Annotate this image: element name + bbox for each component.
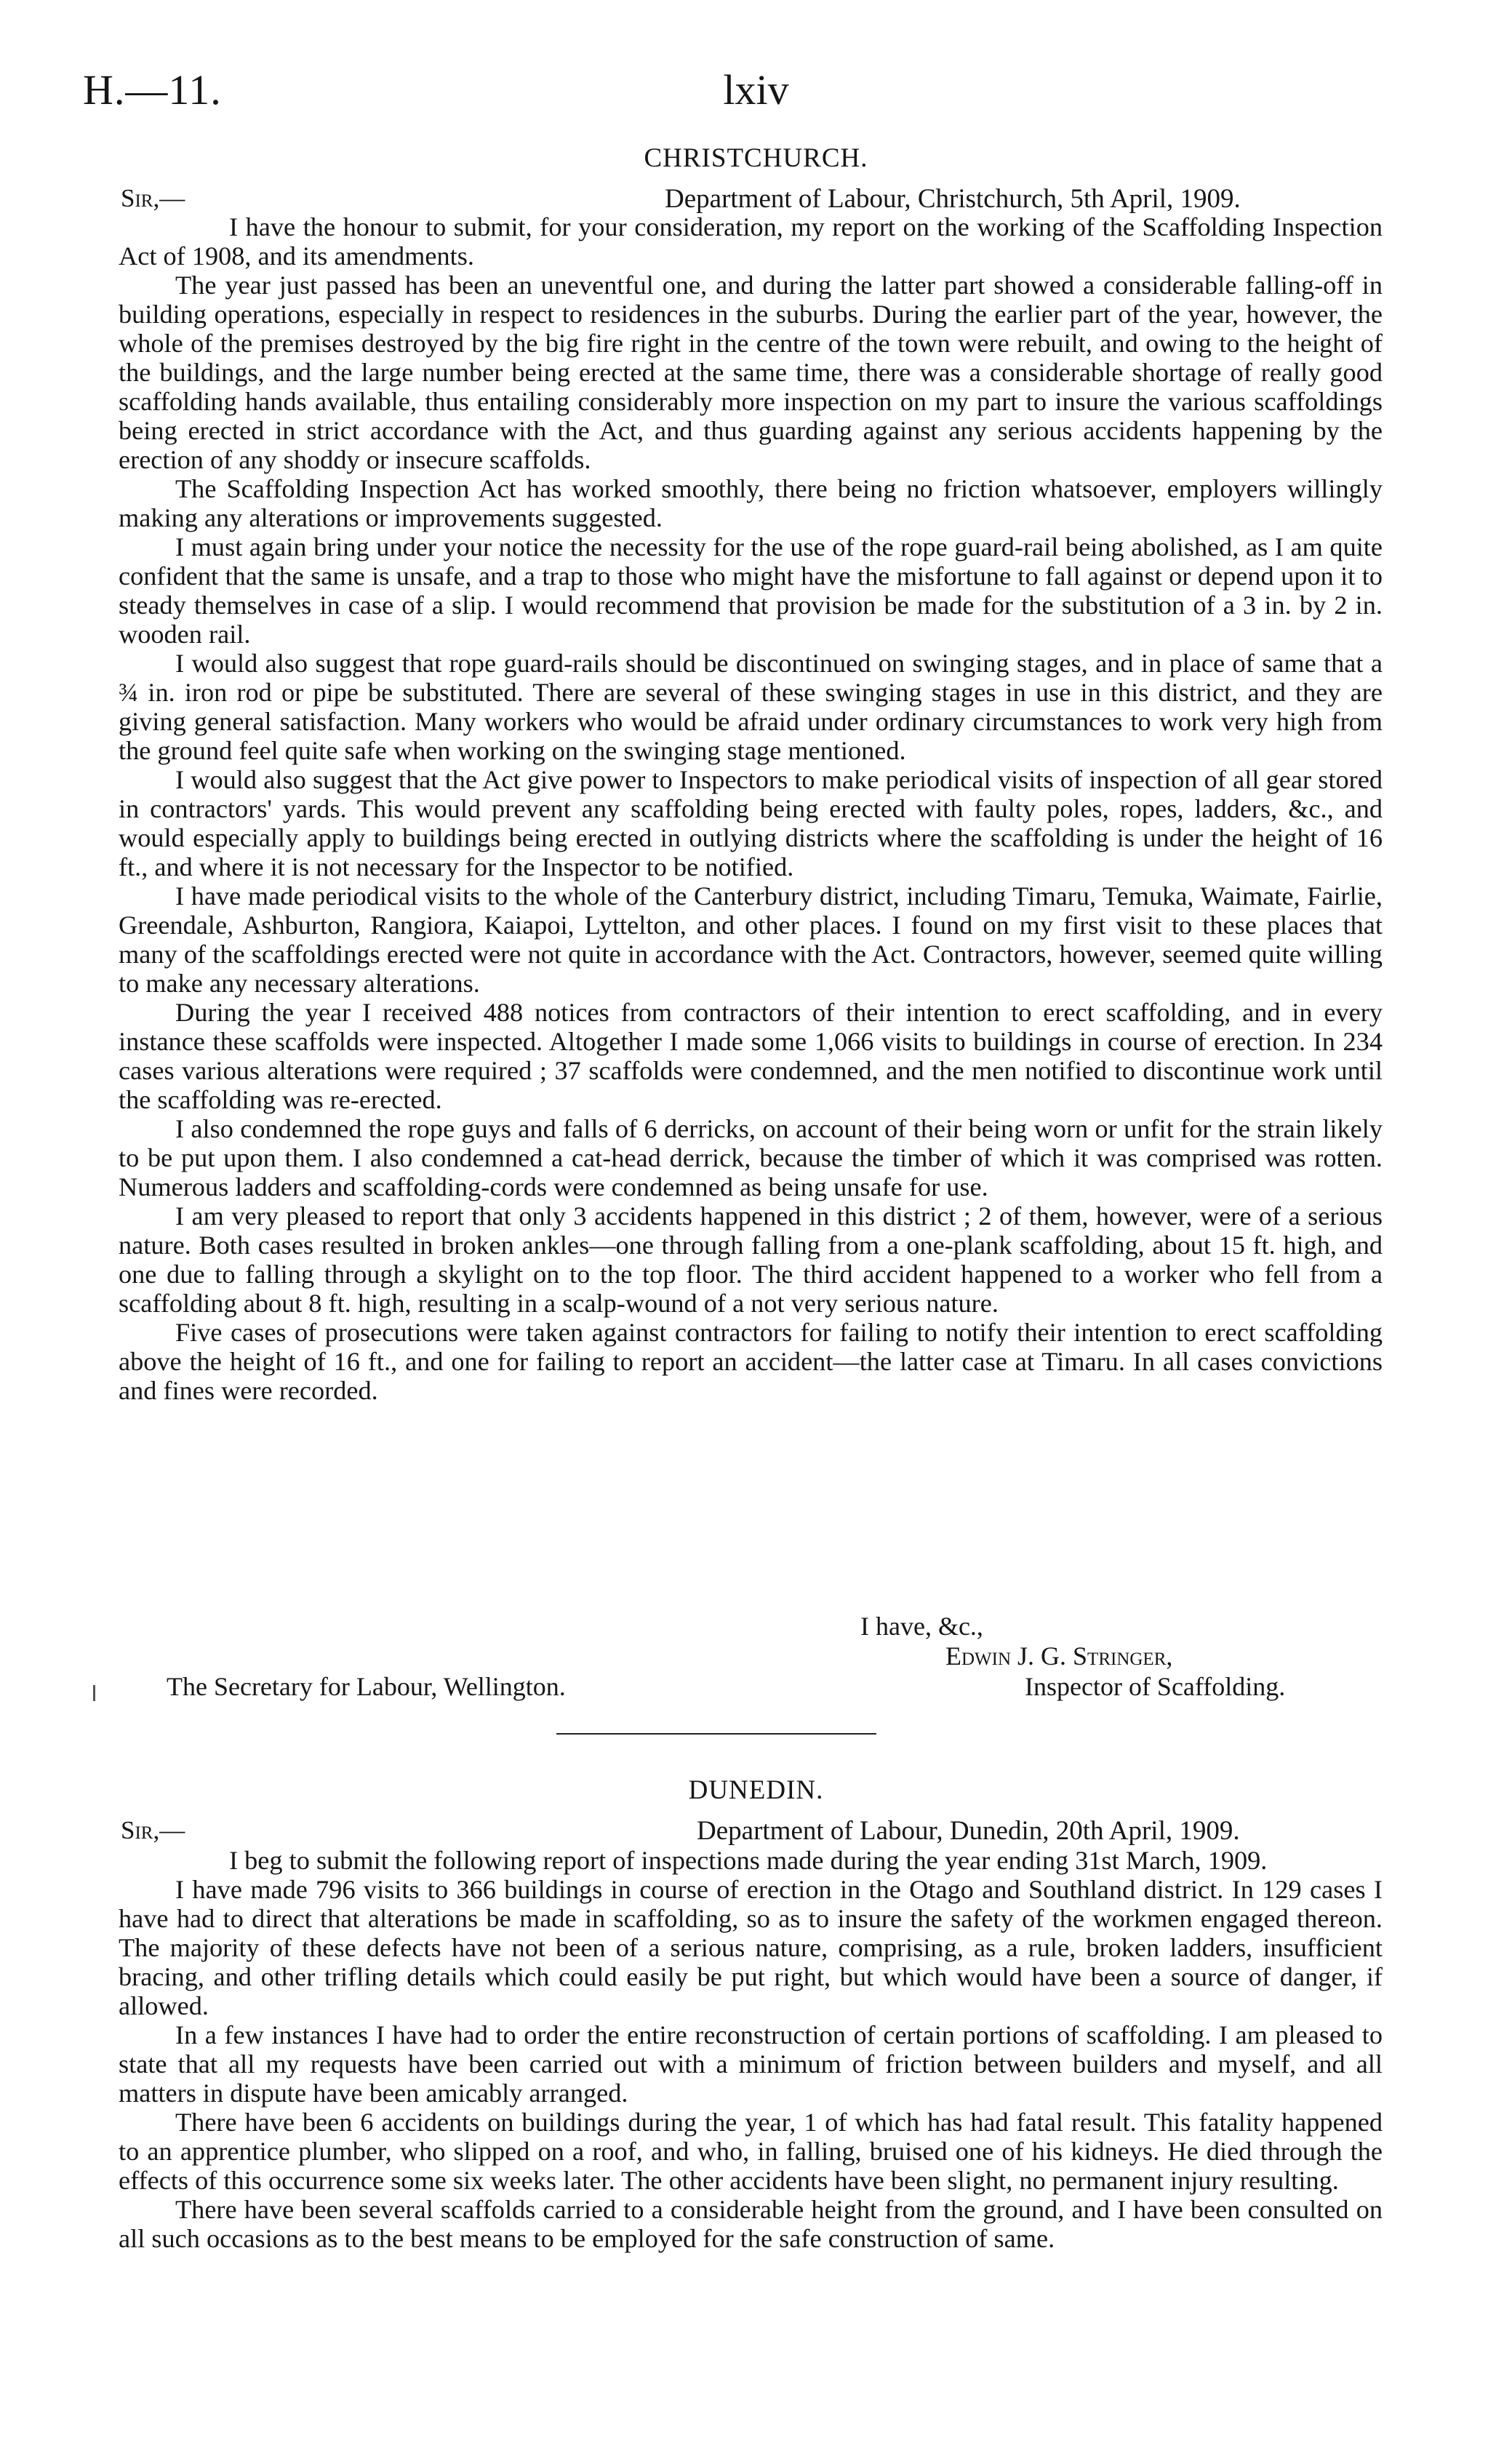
addressee: The Secretary for Labour, Wellington.	[167, 1672, 566, 1701]
paragraph: I must again bring under your notice the necessity for the use of the rope guard-rail being abolished, as I am quite confident that the same is unsafe, and a trap to those who might have the misfortune to fall against or depend upon it to steady themselves in case of a slip. I would recommend that provision be made for the substitution of a 3 in. by 2 in. wooden rail.	[119, 532, 1383, 649]
paragraph: I beg to submit the following report of inspections made during the year ending 31st March, 1909.	[229, 1846, 1268, 1875]
signature-name: Edwin J. G. Stringer,	[945, 1641, 1173, 1671]
dateline-dunedin: Department of Labour, Dunedin, 20th April, 1909.	[697, 1816, 1240, 1846]
paragraph: The year just passed has been an uneventful one, and during the latter part showed a considerable falling-off in building operations, especially in respect to residences in the suburbs. During the earlier part of the year, however, the whole of the premises destroyed by the big fire right in the centre of the town were rebuilt, and owing to the height of the buildings, and the large number being erected at the same time, there was a considerable shortage of really good scaffolding hands available, thus entailing considerably more inspection on my part to insure the various scaffoldings being erected in strict accordance with the Act, and thus guarding against any serious accidents happening by the erection of any shoddy or insecure scaffolds.	[119, 271, 1383, 474]
paragraph: I have made 796 visits to 366 buildings in course of erection in the Otago and Southland district. In 129 cases I have had to direct that alterations be made in scaffolding, so as to insure the safety of the workmen engaged thereon. The majority of these defects have not been of a serious nature, comprising, as a rule, broken ladders, insufficient bracing, and other trifling details which could easily be put right, but which would have been a source of danger, if allowed.	[119, 1875, 1383, 2020]
paragraph: Five cases of prosecutions were taken against contractors for failing to notify their intention to erect scaffolding above the height of 16 ft., and one for failing to report an accident—the latter case at Timaru. In all cases convictions and fines were recorded.	[119, 1318, 1383, 1405]
dunedin-report-body	[119, 1846, 1383, 2253]
paragraph: During the year I received 488 notices from contractors of their intention to erect scaffolding, and in every instance these scaffolds were inspected. Altogether I made some 1,066 visits to buildings in course of erection. In 234 cases various alterations were required ; 37 scaffolds were condemned, and the men notified to discontinue work until the scaffolding was re-erected.	[119, 998, 1383, 1114]
page-number: lxiv	[723, 66, 789, 113]
paragraph: I would also suggest that the Act give power to Inspectors to make periodical visits of inspection of all gear stored in contractors' yards. This would prevent any scaffolding being erected with faulty poles, ropes, ladders, &c., and would especially apply to buildings being erected in outlying districts where the scaffolding is under the height of 16 ft., and where it is not necessary for the Inspector to be notified.	[119, 765, 1383, 881]
margin-mark	[93, 1685, 95, 1701]
paragraph: There have been 6 accidents on buildings during the year, 1 of which has had fatal result. This fatality happened to an apprentice plumber, who slipped on a roof, and who, in falling, bruised one of his kidneys. He died through the effects of this occurrence some six weeks later. The other accidents have been slight, no permanent injury resulting.	[119, 2108, 1383, 2195]
closing: I have, &c.,	[860, 1612, 983, 1641]
section-divider	[556, 1733, 876, 1735]
salutation: Sir,—	[121, 1816, 185, 1844]
signature-title: Inspector of Scaffolding.	[1025, 1672, 1286, 1701]
section-title-dunedin: DUNEDIN.	[688, 1775, 824, 1805]
page-series-code: H.—11.	[83, 66, 222, 113]
paragraph: I have the honour to submit, for your consideration, my report on the working of the Scaffolding Inspection Act of 1908, and its amendments.	[119, 212, 1383, 271]
paragraph: I also condemned the rope guys and falls of 6 derricks, on account of their being worn or unfit for the strain likely to be put upon them. I also condemned a cat-head derrick, because the timber of which it was comprised was rotten. Numerous ladders and scaffolding-cords were condemned as being unsafe for use.	[119, 1114, 1383, 1201]
salutation: Sir,—	[121, 184, 185, 212]
paragraph: There have been several scaffolds carried to a considerable height from the ground, and I have been consulted on all such occasions as to the best means to be employed for the safe construction of same.	[119, 2195, 1383, 2253]
section-title-christchurch: CHRISTCHURCH.	[644, 143, 868, 173]
paragraph: The Scaffolding Inspection Act has worked smoothly, there being no friction whatsoever, employers willingly making any alterations or improvements suggested.	[119, 474, 1383, 532]
paragraph: I would also suggest that rope guard-rails should be discontinued on swinging stages, and in place of same that a ¾ in. iron rod or pipe be substituted. There are several of these swinging stages in use in this district, and they are giving general satisfaction. Many workers who would be afraid under ordinary circumstances to work very high from the ground feel quite safe when working on the swinging stage mentioned.	[119, 649, 1383, 765]
christchurch-report-body	[119, 212, 1383, 1405]
paragraph: I am very pleased to report that only 3 accidents happened in this district ; 2 of them, however, were of a serious nature. Both cases resulted in broken ankles—one through falling from a one-plank scaffolding, about 15 ft. high, and one due to falling through a skylight on to the top floor. The third accident happened to a worker who fell from a scaffolding about 8 ft. high, resulting in a scalp-wound of a not very serious nature.	[119, 1201, 1383, 1318]
paragraph: I have made periodical visits to the whole of the Canterbury district, including Timaru, Temuka, Waimate, Fairlie, Greendale, Ashburton, Rangiora, Kaiapoi, Lyttelton, and other places. I found on my first visit to these places that many of the scaffoldings erected were not quite in accordance with the Act. Contractors, however, seemed quite willing to make any necessary alterations.	[119, 881, 1383, 998]
paragraph: In a few instances I have had to order the entire reconstruction of certain portions of scaffolding. I am pleased to state that all my requests have been carried out with a minimum of friction between builders and myself, and all matters in dispute have been amicably arranged.	[119, 2020, 1383, 2108]
dateline-christchurch: Department of Labour, Christchurch, 5th April, 1909.	[665, 184, 1241, 214]
